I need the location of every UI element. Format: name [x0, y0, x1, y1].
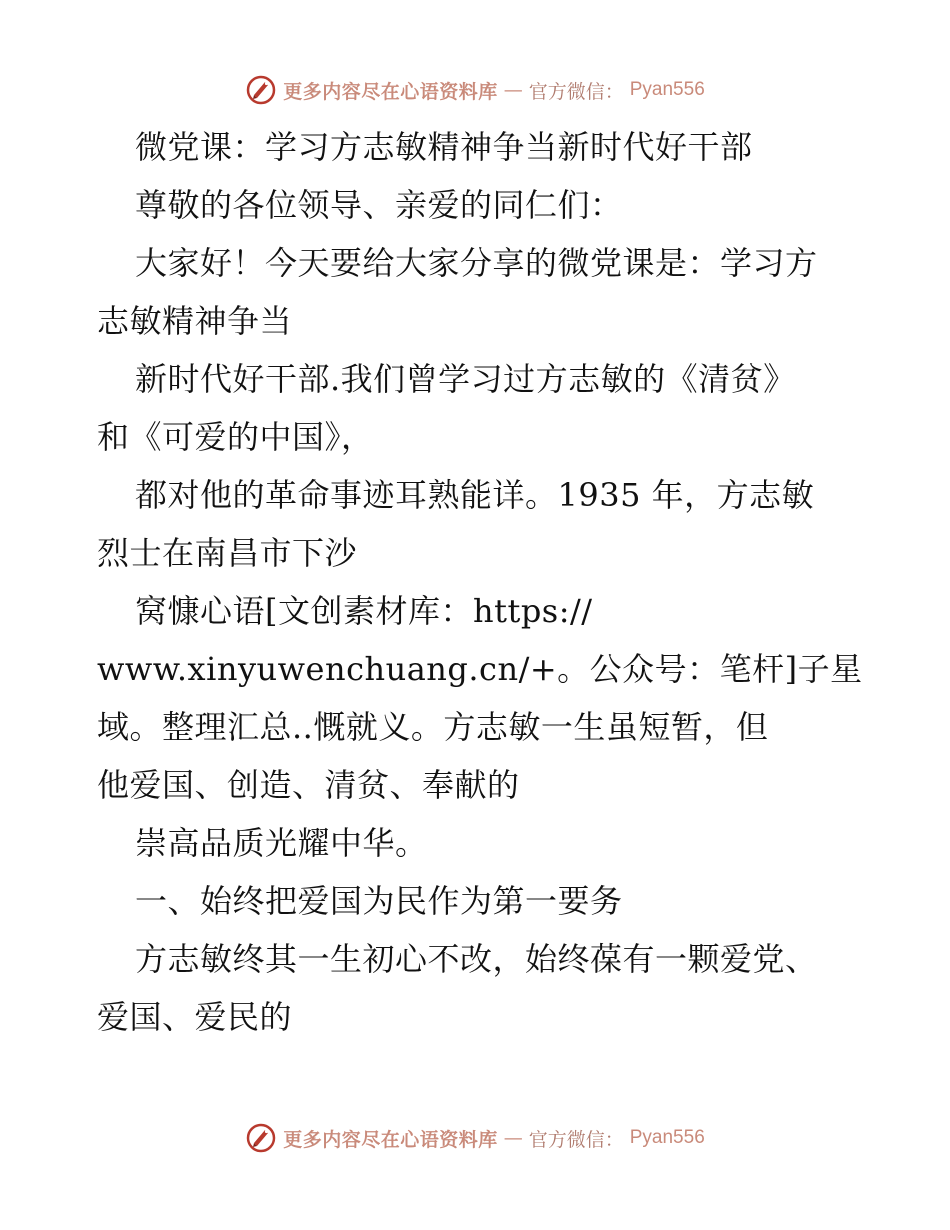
brand-logo-icon — [245, 1122, 277, 1154]
footer-separator: — — [503, 1127, 523, 1149]
header-separator: — — [503, 79, 523, 101]
header-wechat-id: Pyan556 — [629, 79, 705, 100]
page-header — [0, 70, 950, 110]
header-wechat-label: 官方微信： — [528, 80, 624, 103]
paragraph-line: 爱国、爱民的 — [97, 998, 293, 1036]
paragraph-line: 域。整理汇总..慨就义。方志敏一生虽短暂，但 — [97, 708, 769, 746]
footer-wechat-id: Pyan556 — [629, 1127, 705, 1148]
paragraph-line: 大家好！今天要给大家分享的微党课是：学习方 — [135, 244, 818, 282]
paragraph-line: 崇高品质光耀中华。 — [135, 824, 428, 862]
footer-brand-text: 更多内容尽在心语资料库 — [283, 1128, 498, 1151]
paragraph-line: 志敏精神争当 — [97, 302, 293, 340]
salutation: 尊敬的各位领导、亲爱的同仁们： — [135, 186, 623, 224]
header-banner — [245, 74, 705, 106]
footer-banner — [245, 1122, 705, 1154]
brand-logo-icon — [245, 74, 277, 106]
paragraph-line: 方志敏终其一生初心不改，始终葆有一颗爱党、 — [135, 940, 818, 978]
paragraph-line: 都对他的革命事迹耳熟能详。1935 年，方志敏 — [135, 476, 815, 514]
paragraph-line: 他爱国、创造、清贫、奉献的 — [97, 766, 520, 804]
header-brand-text: 更多内容尽在心语资料库 — [283, 80, 498, 103]
footer-wechat-label: 官方微信： — [528, 1128, 624, 1151]
paragraph-line: 窝慷心语[文创素材库：https:// — [135, 592, 593, 630]
paragraph-line: 和《可爱的中国》， — [97, 418, 374, 456]
section-heading: 一、始终把爱国为民作为第一要务 — [135, 882, 623, 920]
paragraph-line: 烈士在南昌市下沙 — [97, 534, 358, 572]
page-footer — [0, 1118, 950, 1158]
document-body — [97, 118, 863, 1046]
document-title: 微党课：学习方志敏精神争当新时代好干部 — [135, 128, 753, 166]
paragraph-line: www.xinyuwenchuang.cn/+。公众号：笔杆]子星 — [97, 650, 863, 688]
paragraph-line: 新时代好干部.我们曾学习过方志敏的《清贫》 — [135, 360, 796, 398]
